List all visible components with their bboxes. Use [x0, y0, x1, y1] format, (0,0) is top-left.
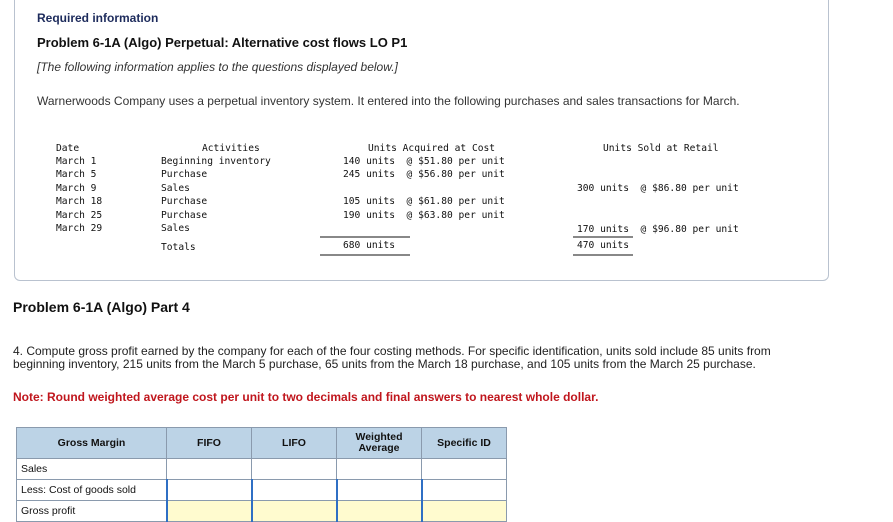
cogs-fifo-input[interactable]: [167, 480, 252, 501]
total-underline-sold: [573, 254, 633, 256]
row-acquired: 105 units @ $61.80 per unit: [343, 196, 505, 207]
rounding-note: Note: Round weighted average cost per unit to two decimals and final answers to nearest whole dollar.: [13, 390, 599, 404]
row-activity: Purchase: [161, 169, 208, 180]
table-row: [17, 480, 507, 501]
totals-sold: 470 units: [577, 240, 629, 251]
row-sold: 300 units @ $86.80 per unit: [577, 183, 739, 194]
gross-profit-fifo-input[interactable]: [167, 501, 252, 522]
problem-title: Problem 6-1A (Algo) Perpetual: Alternative cost flows LO P1: [37, 35, 408, 50]
col-header-units-sold: Units Sold at Retail: [603, 143, 719, 154]
row-sold: 170 units @ $96.80 per unit: [577, 224, 739, 235]
col-header-units-acquired: Units Acquired at Cost: [368, 143, 496, 154]
sales-lifo-input[interactable]: [252, 459, 337, 480]
cogs-specific-input[interactable]: [422, 480, 507, 501]
gross-profit-lifo-input[interactable]: [252, 501, 337, 522]
table-row: [17, 501, 507, 522]
part-title: Problem 6-1A (Algo) Part 4: [13, 299, 190, 315]
row-date: March 29: [56, 223, 103, 234]
sales-weighted-input[interactable]: [337, 459, 422, 480]
applies-note: [The following information applies to the questions displayed below.]: [37, 60, 398, 74]
sales-specific-input[interactable]: [422, 459, 507, 480]
header-lifo: LIFO: [252, 428, 337, 459]
row-date: March 25: [56, 210, 103, 221]
header-weighted-line1: Weighted: [355, 431, 403, 443]
gross-margin-table: [16, 427, 507, 522]
total-rule-acquired: [320, 236, 410, 238]
row-date: March 18: [56, 196, 103, 207]
header-fifo: FIFO: [167, 428, 252, 459]
row-acquired: 140 units @ $51.80 per unit: [343, 156, 505, 167]
row-date: March 1: [56, 156, 97, 167]
row-label-cogs: Less: Cost of goods sold: [17, 480, 167, 501]
header-weighted-line2: Average: [358, 442, 400, 454]
row-acquired: 245 units @ $56.80 per unit: [343, 169, 505, 180]
row-label-gross-profit: Gross profit: [17, 501, 167, 522]
row-activity: Sales: [161, 223, 190, 234]
intro-text: Warnerwoods Company uses a perpetual inventory system. It entered into the following purchases and sales transactions for March.: [37, 94, 740, 108]
header-specific-id: Specific ID: [422, 428, 507, 459]
required-information-heading: Required information: [37, 11, 159, 25]
row-date: March 5: [56, 169, 97, 180]
totals-label: Totals: [161, 242, 196, 253]
gross-profit-specific-input[interactable]: [422, 501, 507, 522]
header-weighted-average: [337, 428, 422, 459]
cogs-weighted-input[interactable]: [337, 480, 422, 501]
col-header-date: Date: [56, 143, 80, 154]
gross-profit-weighted-input[interactable]: [337, 501, 422, 522]
row-activity: Beginning inventory: [161, 156, 271, 167]
inventory-transactions-table: [40, 142, 800, 262]
row-label-sales: Sales: [17, 459, 167, 480]
header-gross-margin: Gross Margin: [17, 428, 167, 459]
row-activity: Purchase: [161, 210, 208, 221]
row-activity: Purchase: [161, 196, 208, 207]
col-header-activities: Activities: [202, 143, 260, 154]
total-underline-acquired: [320, 254, 410, 256]
row-acquired: 190 units @ $63.80 per unit: [343, 210, 505, 221]
sales-fifo-input[interactable]: [167, 459, 252, 480]
total-rule-sold: [573, 236, 633, 238]
cogs-lifo-input[interactable]: [252, 480, 337, 501]
table-row: [17, 459, 507, 480]
totals-acquired: 680 units: [343, 240, 395, 251]
question-text: 4. Compute gross profit earned by the company for each of the four costing methods. For specific identification, units sold include 85 units from beginning inventory, 215 units from the March 5 purchase, 65 units from the March 18 purchase, and 105 units from the March 25 purchase.: [13, 344, 771, 371]
row-activity: Sales: [161, 183, 190, 194]
row-date: March 9: [56, 183, 97, 194]
